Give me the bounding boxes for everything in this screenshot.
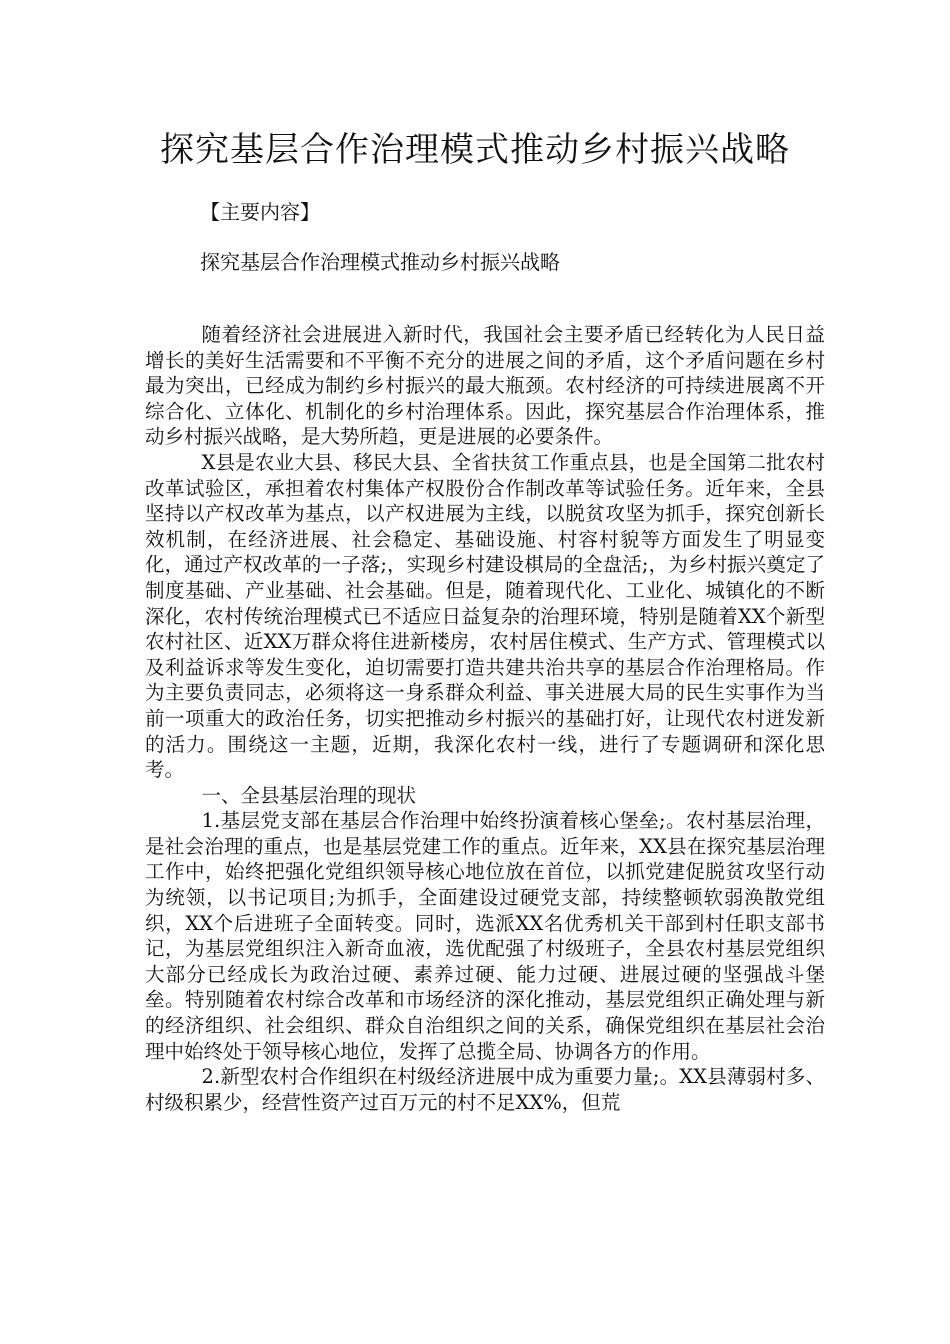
document-title: 探究基层合作治理模式推动乡村振兴战略 xyxy=(160,130,790,170)
body-text xyxy=(145,322,825,1115)
paragraph-intro: 随着经济社会进展进入新时代，我国社会主要矛盾已经转化为人民日益增长的美好生活需要和不平衡不充分的进展之间的矛盾，这个矛盾问题在乡村最为突出，已经成为制约乡村振兴的最大瓶颈。农村经济的可持续进展离不开综合化、立体化、机制化的乡村治理体系。因此，探究基层合作治理体系，推动乡村振兴战略，是大势所趋，更是进展的必要条件。 xyxy=(145,323,825,449)
paragraph-cooperative-orgs: 2.新型农村合作组织在村级经济进展中成为重要力量;。XX县薄弱村多、村级积累少，经营性资产过百万元的村不足XX%，但荒 xyxy=(145,1065,825,1114)
section-heading-status: 一、全县基层治理的现状 xyxy=(201,783,417,807)
section-label: 【主要内容】 xyxy=(200,200,320,224)
paragraph-county-overview: X县是农业大县、移民大县、全省扶贫工作重点县，也是全国第二批农村改革试验区，承担着农村集体产权股份合作制改革等试验任务。近年来，全县坚持以产权改革为基点，以产权进展为主线，以脱贫攻坚为抓手，探究创新长效机制，在经济进展、社会稳定、基础设施、村容村貌等方面发生了明显变化，通过产权改革的一子落;，实现乡村建设棋局的全盘活;，为乡村振兴奠定了制度基础、产业基础、社会基础。但是，随着现代化、工业化、城镇化的不断深化，农村传统治理模式已不适应日益复杂的治理环境，特别是随着XX个新型农村社区、近XX万群众将住进新楼房，农村居住模式、生产方式、管理模式以及利益诉求等发生变化，迫切需要打造共建共治共享的基层合作治理格局。作为主要负责同志，必须将这一身系群众利益、事关进展大局的民生实事作为当前一项重大的政治任务，切实把推动乡村振兴的基础打好，让现代农村迸发新的活力。围绕这一主题，近期，我深化农村一线，进行了专题调研和深化思考。 xyxy=(145,450,825,782)
paragraph-party-branch: 1.基层党支部在基层合作治理中始终扮演着核心堡垒;。农村基层治理，是社会治理的重点，也是基层党建工作的重点。近年来，XX县在探究基层治理工作中，始终把强化党组织领导核心地位放在首位，以抓党建促脱贫攻坚行动为统领，以书记项目;为抓手，全面建设过硬党支部，持续整顿软弱涣散党组织，XX个后进班子全面转变。同时，选派XX名优秀机关干部到村任职支部书记，为基层党组织注入新奇血液，选优配强了村级班子，全县农村基层党组织大部分已经成长为政治过硬、素养过硬、能力过硬、进展过硬的坚强战斗堡垒。特别随着农村综合改革和市场经济的深化推动，基层党组织正确处理与新的经济组织、社会组织、群众自治组织之间的关系，确保党组织在基层社会治理中始终处于领导核心地位，发挥了总揽全局、协调各方的作用。 xyxy=(145,809,825,1063)
document-subtitle: 探究基层合作治理模式推动乡村振兴战略 xyxy=(200,250,560,274)
